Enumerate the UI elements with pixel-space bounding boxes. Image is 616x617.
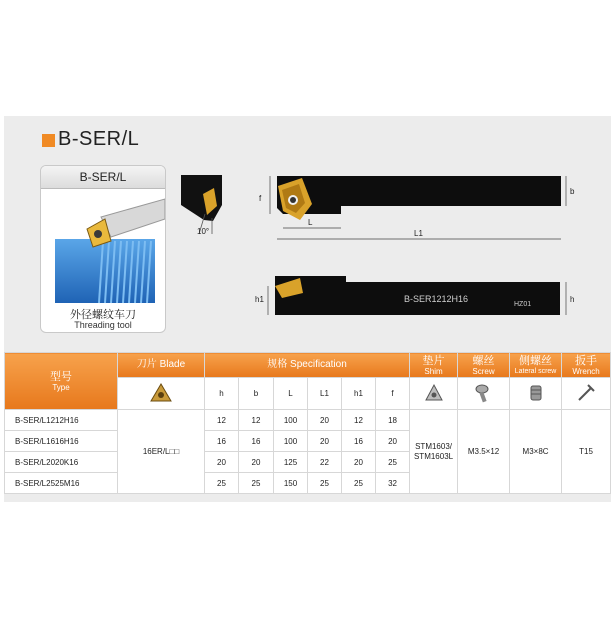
- blade-image: [118, 378, 205, 410]
- screw-image: [458, 378, 510, 410]
- screw-header: 螺丝 Screw: [458, 353, 510, 378]
- screw-icon: [473, 382, 495, 404]
- cell-L: 125: [274, 452, 308, 473]
- tool-front-view: [181, 175, 222, 236]
- wrench-icon: [575, 382, 597, 404]
- cell-h: 20: [205, 452, 239, 473]
- wrench-header: 扳手 Wrench: [562, 353, 611, 378]
- dim-f-label: f: [259, 194, 262, 203]
- tool-top-view: [259, 176, 575, 239]
- lateral-screw-cell: M3×8C: [510, 410, 562, 494]
- thumbnail-caption-cn: 外径螺纹车刀: [70, 309, 136, 321]
- cell-L: 100: [274, 431, 308, 452]
- angle-label: 10°: [197, 227, 210, 236]
- cell-b: 12: [239, 410, 274, 431]
- thumbnail-header: B-SER/L: [41, 166, 165, 189]
- spec-header: 规格 Specification: [205, 353, 410, 378]
- thumbnail-caption-en: Threading tool: [74, 320, 132, 330]
- page-title: B-SER/L: [58, 128, 140, 150]
- cell-f: 18: [376, 410, 410, 431]
- subheader-b: b: [239, 378, 274, 410]
- shim-cell: STM1603/ STM1603L: [410, 410, 458, 494]
- lateral-screw-header: 侧螺丝 Lateral screw: [510, 353, 562, 378]
- cell-b: 25: [239, 473, 274, 494]
- cell-h: 12: [205, 410, 239, 431]
- cell-L: 150: [274, 473, 308, 494]
- tool-side-view: [255, 276, 574, 315]
- lateral-screw-image: [510, 378, 562, 410]
- table-row: [5, 410, 611, 431]
- subheader-f: f: [376, 378, 410, 410]
- cell-L1: 20: [308, 410, 342, 431]
- subheader-L: L: [274, 378, 308, 410]
- cell-L1: 20: [308, 431, 342, 452]
- dim-L1-label: L1: [414, 229, 423, 238]
- dim-h-label: h: [570, 295, 575, 304]
- tool-marking: B-SER1212H16: [404, 294, 469, 304]
- insert-icon: [148, 382, 174, 404]
- cell-f: 32: [376, 473, 410, 494]
- subheader-h: h: [205, 378, 239, 410]
- type-cell: B-SER/L2525M16: [5, 473, 118, 494]
- cell-h1: 20: [342, 452, 376, 473]
- shim-icon: [423, 382, 445, 404]
- dim-h1-label: h1: [255, 295, 264, 304]
- cell-h1: 12: [342, 410, 376, 431]
- subheader-h1: h1: [342, 378, 376, 410]
- dim-L-label: L: [308, 218, 313, 227]
- shim-header: 垫片 Shim: [410, 353, 458, 378]
- cell-h: 16: [205, 431, 239, 452]
- cell-L: 100: [274, 410, 308, 431]
- wrench-image: [562, 378, 611, 410]
- type-cell: B-SER/L1212H16: [5, 410, 118, 431]
- wrench-cell: T15: [562, 410, 611, 494]
- type-cell: B-SER/L2020K16: [5, 452, 118, 473]
- shim-image: [410, 378, 458, 410]
- lateral-screw-icon: [525, 382, 547, 404]
- type-header: 型号 Type: [5, 353, 118, 410]
- cell-f: 25: [376, 452, 410, 473]
- cell-b: 16: [239, 431, 274, 452]
- cell-h1: 16: [342, 431, 376, 452]
- dim-b-label: b: [570, 187, 575, 196]
- type-cell: B-SER/L1616H16: [5, 431, 118, 452]
- cell-L1: 25: [308, 473, 342, 494]
- blade-header: 刀片 Blade: [118, 353, 205, 378]
- specification-table: [4, 352, 611, 494]
- screw-cell: M3.5×12: [458, 410, 510, 494]
- blade-cell: 16ER/L□□: [118, 410, 205, 494]
- subheader-L1: L1: [308, 378, 342, 410]
- cell-h: 25: [205, 473, 239, 494]
- cell-h1: 25: [342, 473, 376, 494]
- cell-b: 20: [239, 452, 274, 473]
- cell-f: 20: [376, 431, 410, 452]
- cell-L1: 22: [308, 452, 342, 473]
- tool-marking-2: HZ01: [514, 301, 532, 308]
